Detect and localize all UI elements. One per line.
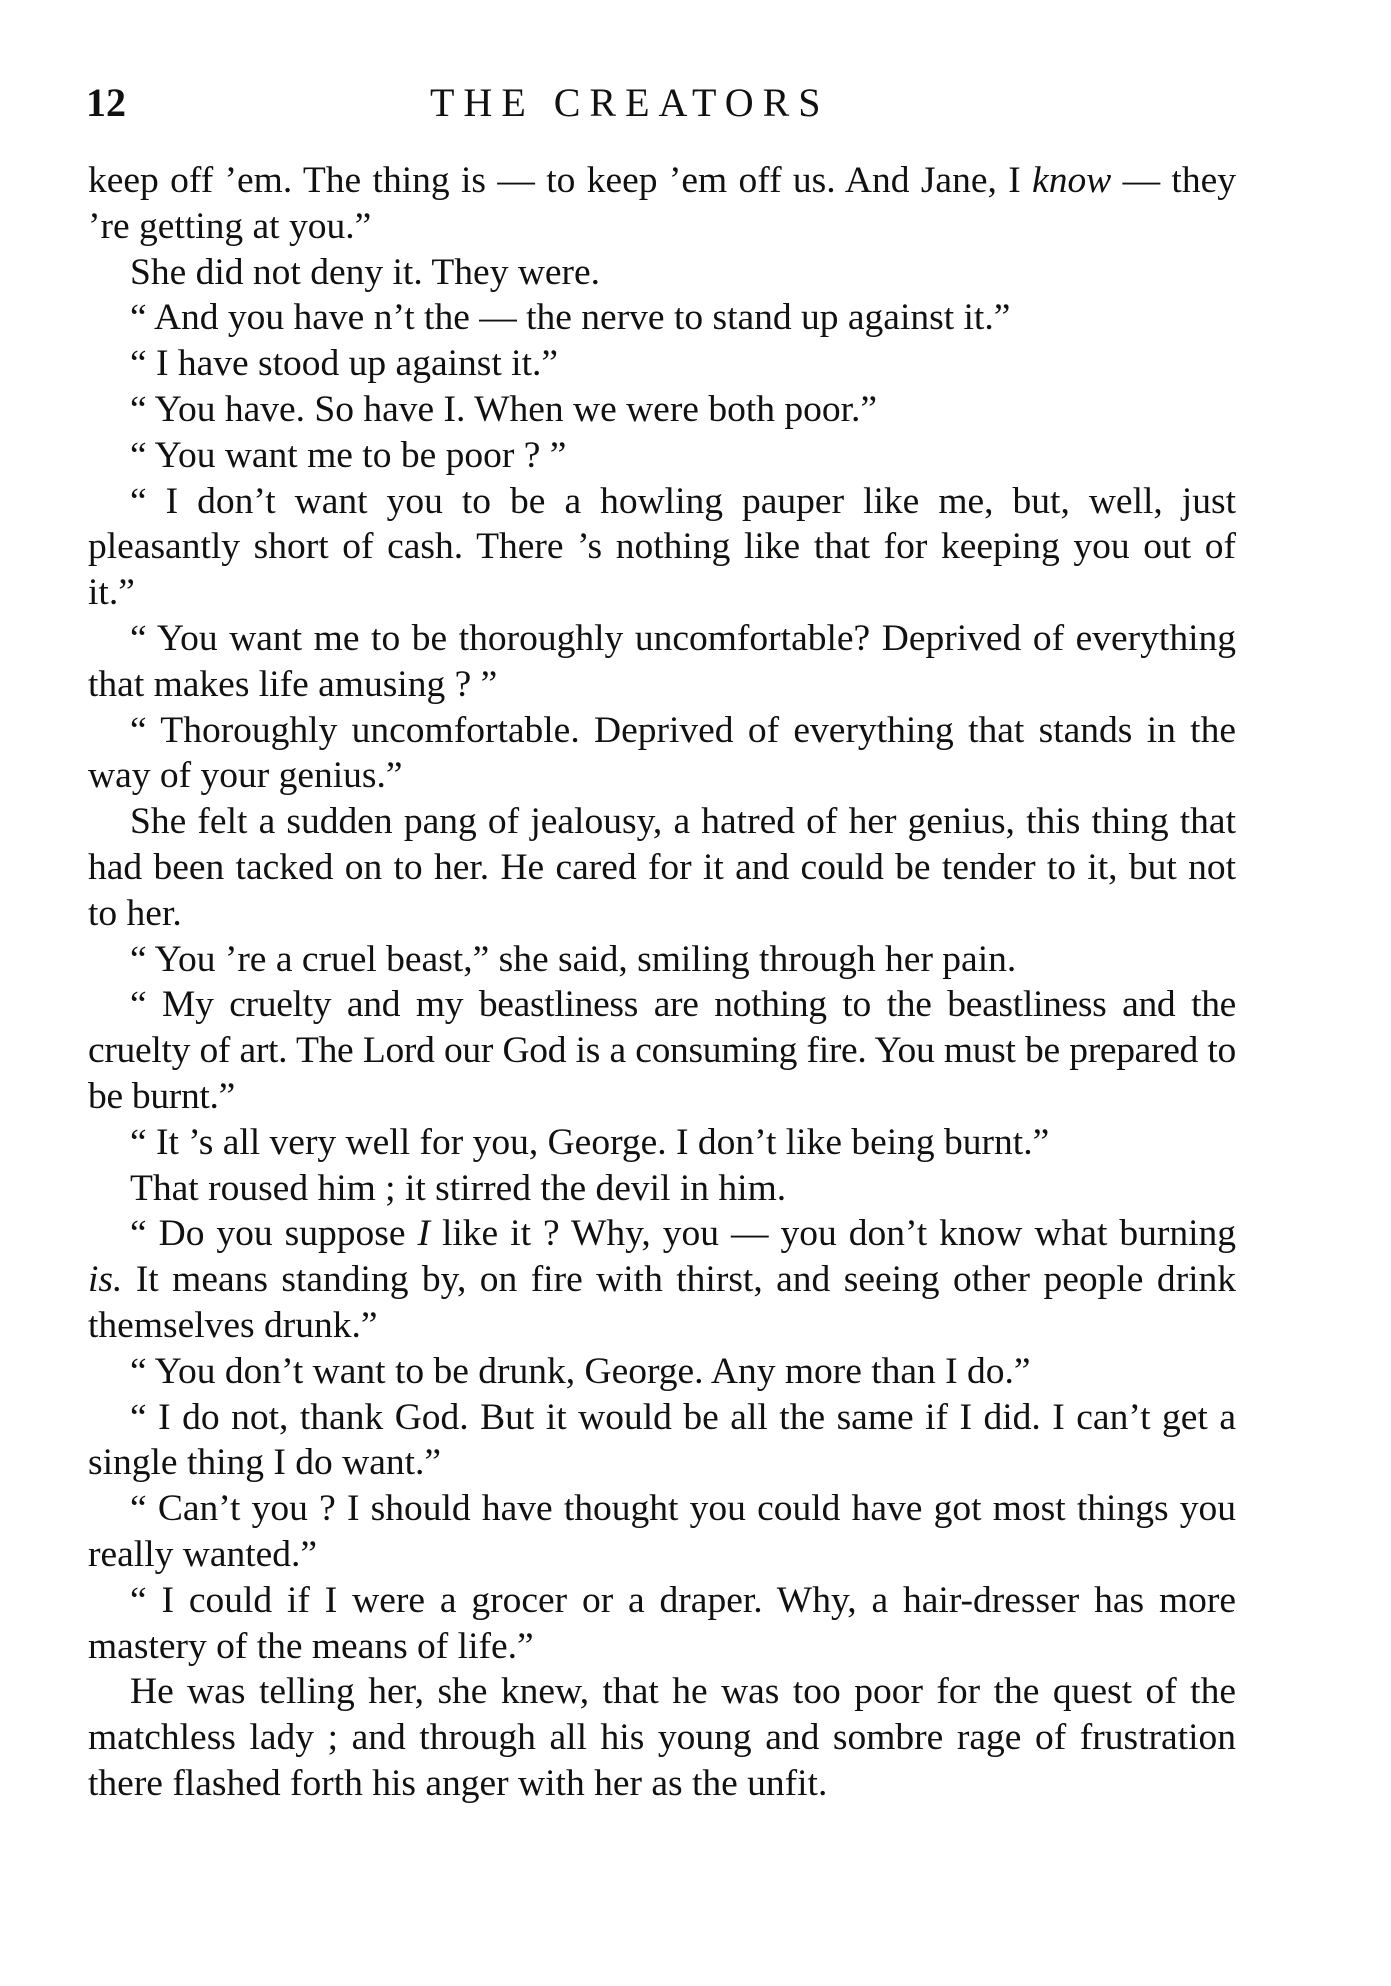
paragraph-text: “ Do you suppose [130, 1213, 418, 1255]
paragraph: “ You want me to be poor ? ” [130, 434, 567, 476]
paragraph: “ And you have n’t the — the nerve to stand up against it.” [130, 297, 1011, 339]
paragraph: “ You have. So have I. When we were both poor.” [130, 388, 878, 430]
paragraph: “ I do not, thank God. But it would be all the same if I did. I can’t get a single thing I do want.” [88, 1396, 1236, 1484]
paragraph: She did not deny it. They were. [130, 251, 601, 293]
paragraph-text: like it ? Why, you — you don’t know what burning [429, 1213, 1236, 1255]
body-text [88, 158, 1236, 1807]
paragraph: “ You don’t want to be drunk, George. Any more than I do.” [130, 1350, 1031, 1392]
paragraph: “ Can’t you ? I should have thought you could have got most things you really wanted.” [88, 1488, 1236, 1575]
paragraph [88, 1211, 1236, 1348]
paragraph-text: It means standing by, on fire with thirst, and seeing other people drink themselves drunk.” [88, 1259, 1236, 1346]
paragraph: She felt a sudden pang of jealousy, a hatred of her genius, this thing that had been tacked on to her. He cared for it and could be tender to it, but not to her. [88, 801, 1236, 934]
paragraph: “ My cruelty and my beastliness are nothing to the beastliness and the cruelty of art. The Lord our God is a consuming fire. You must be prepared to be burnt.” [88, 984, 1236, 1117]
paragraph: “ I have stood up against it.” [130, 343, 559, 385]
italic-word: know [1032, 160, 1112, 201]
running-title: THE CREATORS [430, 80, 830, 125]
paragraph: “ It ’s all very well for you, George. I don’t like being burnt.” [130, 1121, 1050, 1163]
paragraph: “ You ’re a cruel beast,” she said, smiling through her pain. [130, 938, 1017, 980]
paragraph: “ Thoroughly uncomfortable. Deprived of everything that stands in the way of your genius.” [88, 709, 1236, 797]
paragraph: “ I could if I were a grocer or a draper. Why, a hair-dresser has more mastery of the means of life.” [88, 1579, 1236, 1667]
paragraph-text: — they ’re getting at you.” [88, 160, 1236, 247]
paragraph [88, 158, 1236, 250]
running-head [86, 78, 1236, 128]
page-number: 12 [86, 80, 126, 125]
paragraph: “ I don’t want you to be a howling pauper like me, but, well, just pleasantly short of cash. There ’s nothing like that for keeping you out of it.” [88, 480, 1236, 614]
paragraph-text: keep off ’em. The thing is — to keep ’em off us. And Jane, I [88, 160, 1021, 201]
paragraph: That roused him ; it stirred the devil in him. [130, 1167, 787, 1209]
italic-word: is. [88, 1259, 123, 1301]
italic-word: I [417, 1213, 430, 1255]
paragraph: He was telling her, she knew, that he was too poor for the quest of the matchless lady ; and through all his young and sombre rage of frustration there flashed forth his anger with her as the unfit. [88, 1671, 1236, 1804]
paragraph: “ You want me to be thoroughly uncomfortable? Deprived of everything that makes life amusing ? ” [88, 617, 1236, 705]
